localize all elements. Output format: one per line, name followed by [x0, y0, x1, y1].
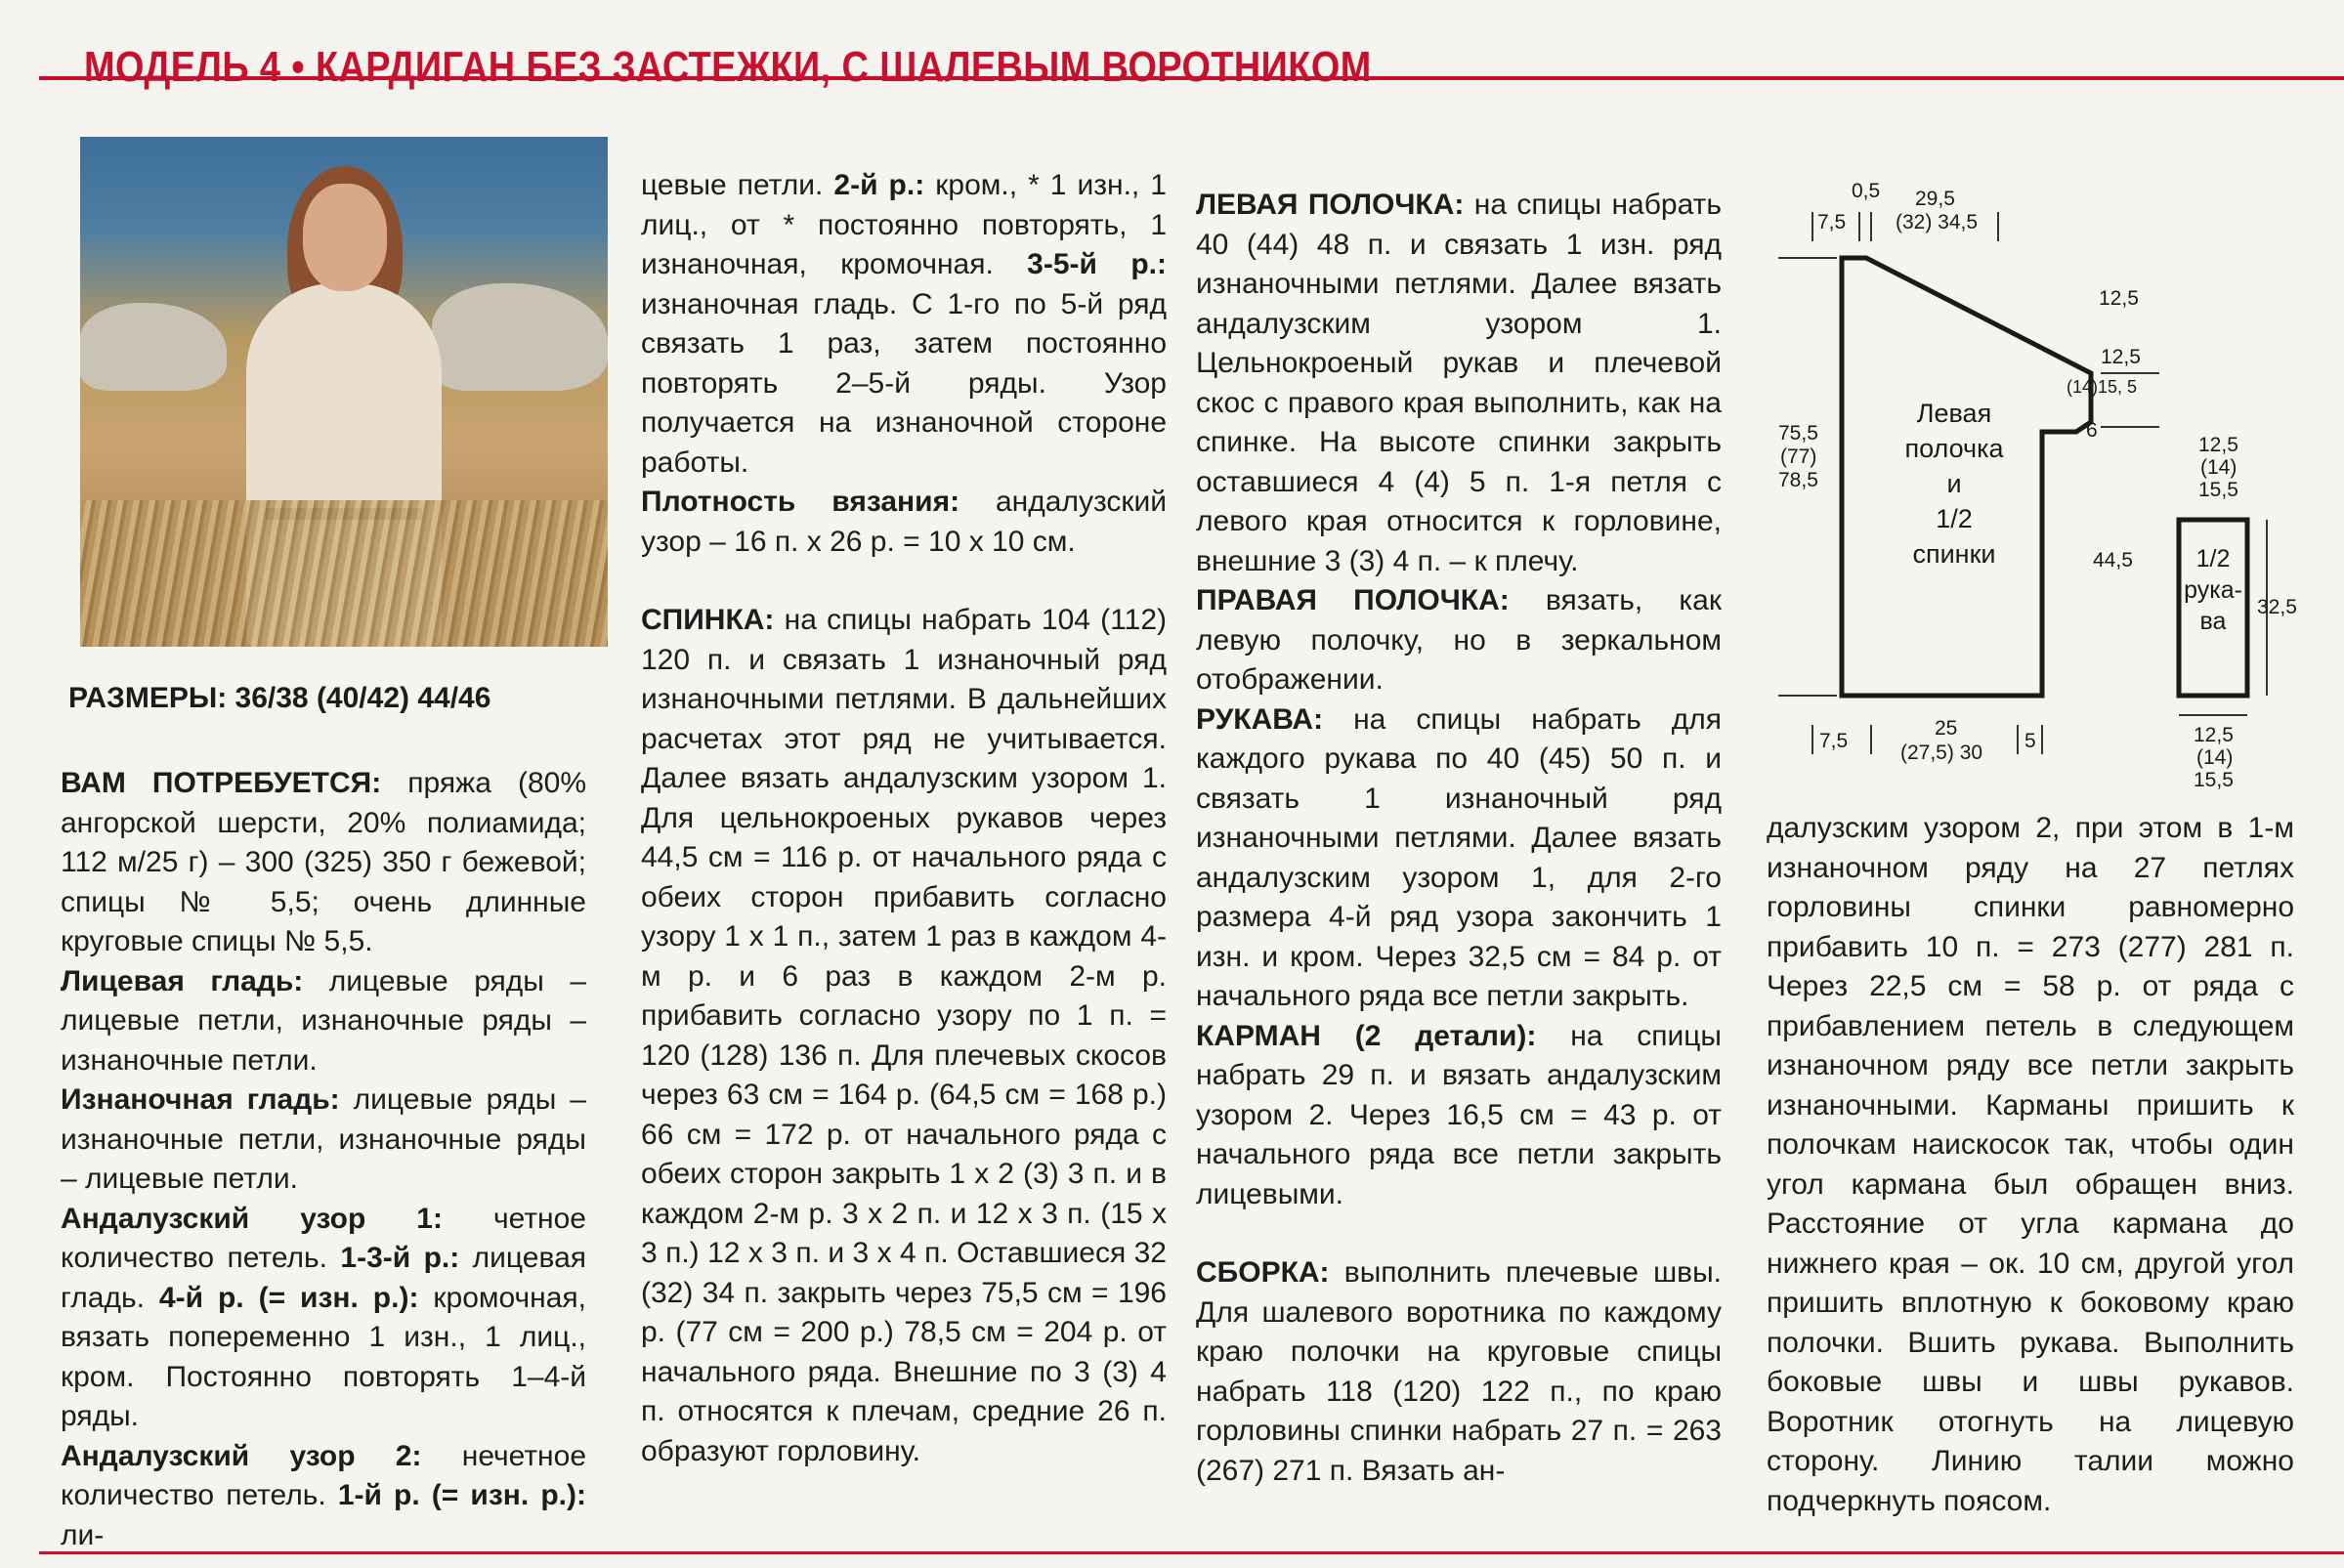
dim-7-5-bottom: 7,5 — [1819, 730, 1849, 752]
column-1 — [61, 764, 586, 1555]
dim-14-15-5: (14)15, 5 — [2067, 377, 2138, 397]
column-2 — [641, 166, 1167, 1471]
dim-29-5: 29,5 — [1915, 188, 1955, 210]
sleeve-dim-14-bottom: (14) — [2196, 746, 2234, 769]
gauge-text: андалузский узор – 16 п. х 26 р. = 10 х 10 см. — [641, 486, 1168, 558]
model-photo — [80, 137, 608, 647]
sleeve-dim-15-5-top: 15,5 — [2198, 479, 2238, 501]
sleeve-label-line2: рука- — [2184, 576, 2242, 604]
left-front-heading: ЛЕВАЯ ПОЛОЧКА: — [1196, 189, 1465, 221]
dim-77: (77) — [1780, 445, 1817, 468]
column-3 — [1196, 186, 1722, 1491]
front-piece-outline — [1842, 258, 2091, 696]
sleeve-dim-32-5: 32,5 — [2257, 596, 2297, 618]
dim-7-5-top: 7,5 — [1817, 211, 1847, 233]
assembly-continued-text: далузским узором 2, при этом в 1-м изнаночном ряду на 27 петлях горловины спинки равномерно прибавить 10 п. = 273 (277) 281 п. Через 22,5 см = 58 р. от ряда с прибавлением петель в следующем изнаночном ряду все петли закрыть изнаночными. Карманы пришить к полочкам наискосок так, чтобы один угол кармана был обращен вниз. Расстояние от угла кармана до нижнего края – ок. 10 см, другой угол пришить вплотную к боковому краю полочки. Вшить рукава. Выполнить боковые швы и швы рукавов. Воротник отогнуть на лицевую сторону. Линию талии можно подчеркнуть поясом. — [1767, 812, 2294, 1517]
dim-27-5-30: (27,5) 30 — [1900, 742, 1983, 764]
dim-44-5: 44,5 — [2093, 549, 2133, 572]
dim-32-34-5: (32) 34,5 — [1896, 211, 1979, 233]
column-4 — [1767, 809, 2294, 1521]
pattern2-row2: 2-й р.: — [833, 169, 925, 201]
pattern-schematic — [1749, 168, 2306, 793]
pocket-heading: КАРМАН (2 детали): — [1196, 1019, 1537, 1052]
pocket-text: на спицы набрать 29 п. и вязать андалузским узором 2. Через 16,5 см = 43 р. от начального ряда все петли закрыть лицевыми. — [1196, 1019, 1722, 1210]
materials-text: пряжа (80% ангорской шерсти, 20% полиамида; 112 м/25 г) – 300 (325) 350 г бежевой; спицы № 5,5; очень длинные круговые спицы № 5,5. — [61, 767, 587, 957]
front-label-line3: и — [1946, 469, 1962, 498]
schematic-svg — [1749, 168, 2306, 793]
back-text: на спицы набрать 104 (112) 120 п. и связать 1 изнаночный ряд изнаночными петлями. В дальнейших расчетах этот ряд не учитывается. Далее вязать андалузским узором 1. Для цельнокроеных рукавов через 44,5 см = 116 р. от начального ряда с обеих сторон прибавить согласно узору 1 х 1 п., затем 1 раз в каждом 4-м р. и 6 раз в каждом 2-м р. прибавить согласно узору по 1 п. = 120 (128) 136 п. Для плечевых скосов через 63 см = 164 р. (64,5 см = 168 р.) 66 см = 172 р. от начального ряда с обеих сторон закрыть 1 х 2 (3) 3 п. и в каждом 2-м р. 3 х 2 п. и 12 х 3 п. (15 х 3 п.) 12 х 3 п. и 3 х 4 п. Оставшиеся 32 (32) 34 п. закрыть через 75,5 см = 196 р. (77 см = 200 р.) 78,5 см = 204 р. от начального ряда. Внешние по 3 (3) 4 п. относятся к плечам, средние 26 п. образуют горловину. — [641, 604, 1167, 1467]
sizes-line: РАЗМЕРЫ: 36/38 (40/42) 44/46 — [68, 682, 491, 714]
pattern1-row4: 4-й р. (= изн. р.): — [158, 1281, 419, 1314]
dim-12-5-a: 12,5 — [2099, 287, 2139, 310]
left-front-text: на спицы набрать 40 (44) 48 п. и связать 1 изн. ряд изнаночными петлями. Далее вязать андалузским узором 1. Цельнокроеный рукав и плечевой скос с правого края выполнить, как на спинке. На высоте спинки закрыть оставшиеся 4 (4) 5 п. 1-я петля с левого края относится к горловине, внешние 3 (3) 4 п. – к плечу. — [1196, 189, 1722, 577]
pattern2-cont-c: изнаночная гладь. С 1-го по 5-й ряд связать 1 раз, затем постоянно повторять 2–5-й ряды. Узор получается на изнаночной стороне работы. — [641, 287, 1167, 479]
page-title: МОДЕЛЬ 4 • КАРДИГАН БЕЗ ЗАСТЕЖКИ, С ШАЛЕВЫМ ВОРОТНИКОМ — [84, 43, 1372, 91]
pattern2-cont-b: кром., * 1 изн., 1 лиц., от * постоянно повторять, 1 изнаночная, кромочная. — [641, 169, 1167, 280]
front-label-line5: спинки — [1912, 539, 1996, 569]
pattern2-cont-a: цевые петли. — [641, 169, 834, 201]
pattern1-text-b: лицевая гладь. — [61, 1242, 586, 1314]
dim-6: 6 — [2086, 419, 2098, 442]
pattern1-text-a: четное количество петель. — [61, 1202, 586, 1274]
reverse-text: лицевые ряды – изнаночные петли, изнаночные ряды – лицевые петли. — [61, 1083, 586, 1195]
pattern1-rows13: 1-3-й р.: — [340, 1242, 460, 1274]
sleeve-label-line3: ва — [2199, 608, 2227, 635]
reverse-heading: Изнаночная гладь: — [61, 1083, 340, 1116]
pattern2-text-b: ли- — [61, 1518, 105, 1551]
front-label-line4: 1/2 — [1936, 504, 1973, 533]
pattern2-rows35: 3-5-й р.: — [1027, 248, 1167, 280]
right-front-heading: ПРАВАЯ ПОЛОЧКА: — [1196, 584, 1510, 616]
pattern1-heading: Андалузский узор 1: — [61, 1202, 443, 1235]
dim-78-5: 78,5 — [1778, 469, 1818, 491]
materials-heading: ВАМ ПОТРЕБУЕТСЯ: — [61, 767, 382, 799]
sleeve-dim-15-5-bottom: 15,5 — [2194, 769, 2234, 791]
dim-12-5-b: 12,5 — [2101, 346, 2141, 368]
sleeve-label-line1: 1/2 — [2195, 545, 2231, 572]
dimension-ticks — [1778, 212, 2267, 754]
sleeve-dim-12-5-top: 12,5 — [2198, 434, 2238, 456]
dim-0-5: 0,5 — [1852, 180, 1881, 202]
sleeve-dim-12-5-bottom: 12,5 — [2194, 724, 2234, 746]
stockinette-text: лицевые ряды – лицевые петли, изнаночные ряды – изнаночные петли. — [61, 964, 587, 1077]
gauge-heading: Плотность вязания: — [641, 486, 960, 518]
front-label-line2: полочка — [1904, 434, 2004, 463]
sleeves-text: на спицы набрать для каждого рукава по 40 (45) 50 п. и связать 1 изнаночный ряд изнаночными петлями. Далее вязать андалузским узором 1, для 2-го размера 4-й ряд узора закончить 1 изн. и кром. Через 32,5 см = 84 р. от начального ряда все петли закрыть. — [1196, 702, 1722, 1012]
assembly-heading: СБОРКА: — [1196, 1256, 1330, 1289]
sleeves-heading: РУКАВА: — [1196, 702, 1324, 736]
pattern2-heading: Андалузский узор 2: — [61, 1439, 422, 1472]
footer-rule — [39, 1551, 2344, 1554]
dim-25: 25 — [1935, 717, 1958, 740]
pattern2-text-a: нечетное количество петель. — [61, 1439, 586, 1511]
back-heading: СПИНКА: — [641, 604, 775, 636]
sleeve-dim-14-top: (14) — [2200, 456, 2237, 479]
pattern2-row1: 1-й р. (= изн. р.): — [337, 1479, 586, 1511]
pattern1-text-c: кромочная, вязать попеременно 1 изн., 1 лиц., кром. Постоянно повторять 1–4-й ряды. — [61, 1281, 587, 1432]
right-front-text: вязать, как левую полочку, но в зеркальном отображении. — [1196, 584, 1722, 696]
front-label-line1: Левая — [1916, 399, 1992, 428]
dim-5: 5 — [2024, 730, 2036, 752]
dim-75-5: 75,5 — [1778, 422, 1818, 445]
stockinette-heading: Лицевая гладь: — [61, 964, 304, 997]
assembly-text: выполнить плечевые швы. Для шалевого воротника по каждому краю полочки на круговые спицы набрать 118 (120) 122 п., по краю горловины спинки набрать 27 п. = 263 (267) 271 п. Вязать ан- — [1196, 1256, 1722, 1487]
